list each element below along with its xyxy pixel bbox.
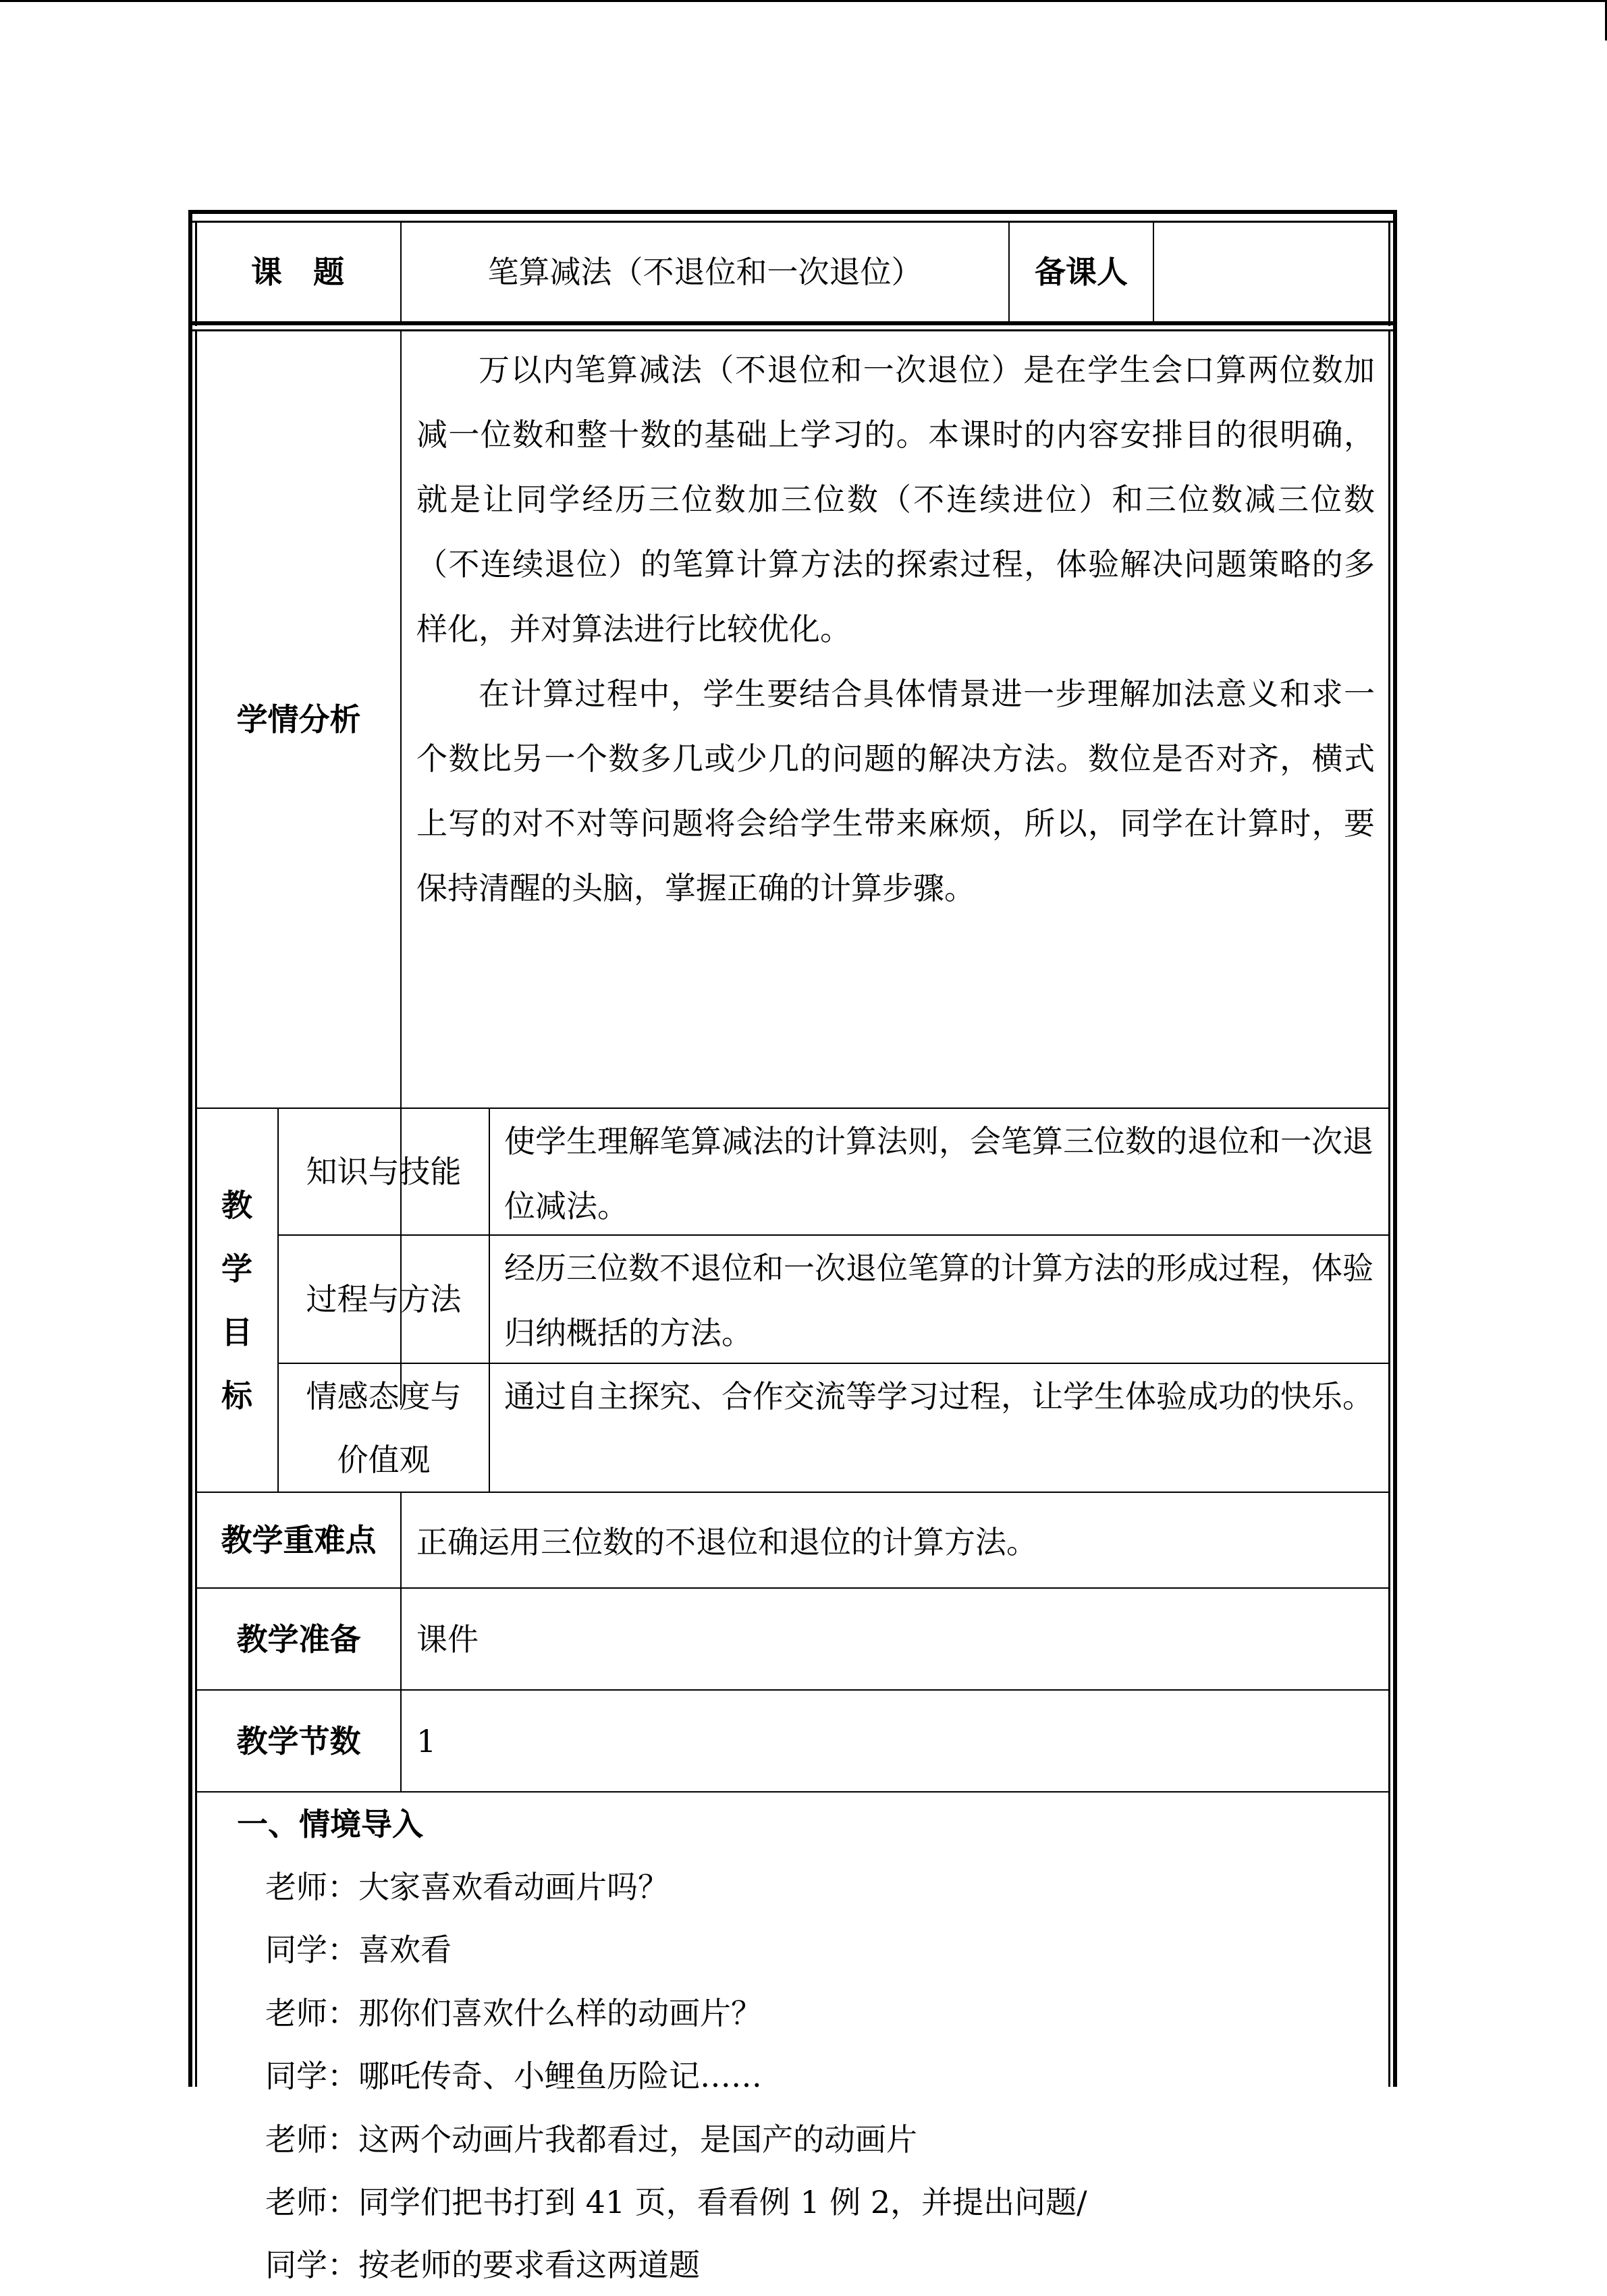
objective-text-knowledge: 使学生理解笔算减法的计算法则，会笔算三位数的退位和一次退位减法。 — [504, 1123, 1373, 1224]
lesson-line: 老师：那你们喜欢什么样的动画片？ — [265, 1995, 762, 2031]
preparation-value: 课件 — [416, 1620, 479, 1658]
page-top-border — [0, 0, 1607, 2]
analysis-label: 学情分析 — [236, 701, 361, 738]
key-points-label: 教学重难点 — [221, 1522, 377, 1558]
objective-name-process: 过程与方法 — [306, 1281, 462, 1317]
objectives-label-char: 学 — [221, 1251, 252, 1287]
objective-name-knowledge: 知识与技能 — [306, 1153, 462, 1190]
objective-name-attitude-line2: 价值观 — [337, 1441, 431, 1478]
lesson-line: 同学：哪吒传奇、小鲤鱼历险记…… — [265, 2058, 762, 2094]
objectives-label — [217, 1174, 257, 1427]
periods-label: 教学节数 — [236, 1722, 361, 1759]
objectives-label-char: 目 — [221, 1314, 252, 1350]
topic-label: 课 题 — [251, 254, 344, 290]
objective-text-attitude: 通过自主探究、合作交流等学习过程，让学生体验成功的快乐。 — [504, 1378, 1373, 1415]
preparation-label: 教学准备 — [236, 1620, 361, 1658]
objectives-label-char: 教 — [221, 1187, 252, 1224]
objectives-name-divider — [489, 1109, 490, 1492]
objective-text-process: 经历三位数不退位和一次退位笔算的计算方法的形成过程，体验归纳概括的方法。 — [504, 1250, 1373, 1351]
objectives-label-char: 标 — [221, 1377, 252, 1414]
preparer-label: 备课人 — [1035, 254, 1128, 290]
header-bottom-line — [188, 321, 1397, 325]
body-inner-right-line — [1388, 331, 1390, 2087]
key-points-value: 正确运用三位数的不退位和退位的计算方法。 — [416, 1524, 1037, 1560]
lesson-line: 老师：同学们把书打到 41 页，看看例 1 例 2，并提出问题/ — [265, 2184, 1087, 2220]
meta-label-divider — [400, 1493, 402, 1791]
lesson-line: 老师：大家喜欢看动画片吗？ — [265, 1869, 669, 1905]
analysis-text — [416, 337, 1375, 921]
analysis-paragraph-2: 在计算过程中，学生要结合具体情景进一步理解加法意义和求一个数比另一个数多几或少几的问题的解决方法。数位是否对齐，横式上写的对不对等问题将会给学生带来麻烦，所以，同学在计算时，要保持清醒的头脑，掌握正确的计算步骤。 — [416, 676, 1375, 906]
objective-name-attitude — [279, 1364, 489, 1492]
periods-bottom-line — [197, 1791, 1388, 1793]
periods-value: 1 — [416, 1722, 437, 1759]
lesson-line: 同学：喜欢看 — [265, 1932, 452, 1968]
lesson-line: 同学：按老师的要求看这两道题 — [265, 2247, 700, 2283]
objective-name-attitude-line1: 情感态度与 — [306, 1377, 462, 1415]
topic-value: 笔算减法（不退位和一次退位） — [487, 254, 923, 290]
preparer-value — [1154, 223, 1388, 321]
analysis-paragraph-1: 万以内笔算减法（不退位和一次退位）是在学生会口算两位数加减一位数和整十数的基础上学习的。本课时的内容安排目的很明确，就是让同学经历三位数加三位数（不连续进位）和三位数减三位数（不连续退位）的笔算计算方法的探索过程，体验解决问题策略的多样化，并对算法进行比较优化。 — [416, 352, 1375, 647]
lesson-plan-table — [188, 210, 1397, 2283]
header-inner-right-line — [1388, 221, 1390, 326]
lesson-line: 老师：这两个动画片我都看过，是国产的动画片 — [265, 2121, 917, 2158]
lesson-section-title: 一、情境导入 — [237, 1806, 423, 1842]
